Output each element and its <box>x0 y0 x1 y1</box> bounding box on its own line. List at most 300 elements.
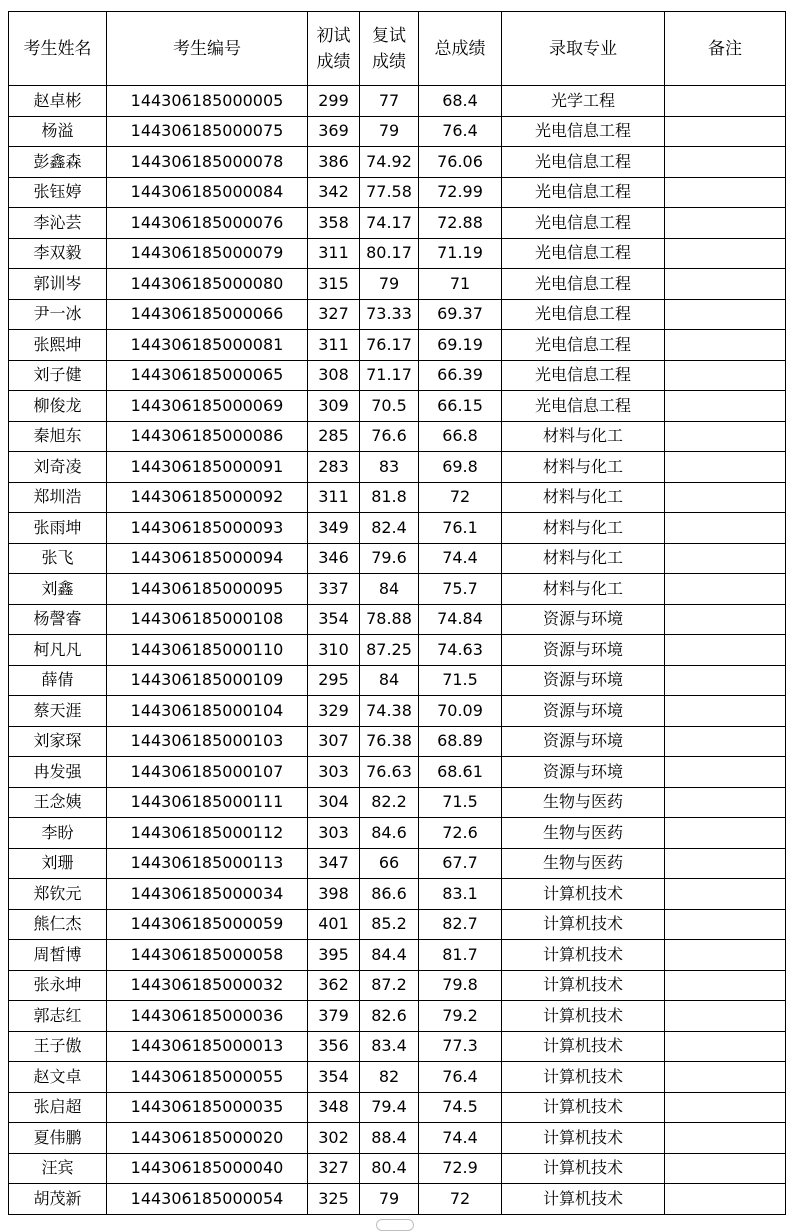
cell-total-score: 82.7 <box>419 909 502 940</box>
cell-total-score: 79.8 <box>419 970 502 1001</box>
cell-prelim-score: 327 <box>308 299 360 330</box>
cell-remark <box>665 543 786 574</box>
cell-major: 光电信息工程 <box>502 330 665 361</box>
cell-major: 光电信息工程 <box>502 391 665 422</box>
cell-major: 计算机技术 <box>502 1153 665 1184</box>
cell-major: 光电信息工程 <box>502 269 665 300</box>
cell-total-score: 74.63 <box>419 635 502 666</box>
cell-retest-score: 76.17 <box>360 330 419 361</box>
cell-candidate-id: 144306185000111 <box>107 787 308 818</box>
cell-major: 计算机技术 <box>502 940 665 971</box>
cell-candidate-id: 144306185000108 <box>107 604 308 635</box>
header-prelim-line2: 成绩 <box>316 51 351 72</box>
cell-remark <box>665 665 786 696</box>
table-row <box>9 1031 786 1062</box>
cell-name: 张钰婷 <box>9 177 107 208</box>
table-row <box>9 147 786 178</box>
cell-candidate-id: 144306185000081 <box>107 330 308 361</box>
cell-remark <box>665 421 786 452</box>
cell-name: 冉发强 <box>9 757 107 788</box>
cell-total-score: 68.4 <box>419 86 502 117</box>
cell-retest-score: 74.38 <box>360 696 419 727</box>
cell-major: 材料与化工 <box>502 513 665 544</box>
cell-remark <box>665 757 786 788</box>
cell-candidate-id: 144306185000066 <box>107 299 308 330</box>
cell-retest-score: 66 <box>360 848 419 879</box>
cell-candidate-id: 144306185000093 <box>107 513 308 544</box>
cell-major: 光电信息工程 <box>502 299 665 330</box>
cell-candidate-id: 144306185000040 <box>107 1153 308 1184</box>
cell-retest-score: 74.92 <box>360 147 419 178</box>
cell-major: 计算机技术 <box>502 1092 665 1123</box>
cell-retest-score: 82.4 <box>360 513 419 544</box>
cell-prelim-score: 398 <box>308 879 360 910</box>
cell-total-score: 83.1 <box>419 879 502 910</box>
cell-prelim-score: 379 <box>308 1001 360 1032</box>
cell-candidate-id: 144306185000084 <box>107 177 308 208</box>
cell-major: 光电信息工程 <box>502 238 665 269</box>
cell-major: 生物与医药 <box>502 848 665 879</box>
cell-total-score: 72.99 <box>419 177 502 208</box>
cell-total-score: 74.4 <box>419 543 502 574</box>
cell-retest-score: 88.4 <box>360 1123 419 1154</box>
cell-retest-score: 79 <box>360 1184 419 1215</box>
cell-remark <box>665 635 786 666</box>
cell-candidate-id: 144306185000079 <box>107 238 308 269</box>
cell-total-score: 67.7 <box>419 848 502 879</box>
cell-major: 光电信息工程 <box>502 147 665 178</box>
cell-candidate-id: 144306185000095 <box>107 574 308 605</box>
cell-retest-score: 79 <box>360 116 419 147</box>
cell-candidate-id: 144306185000086 <box>107 421 308 452</box>
cell-prelim-score: 308 <box>308 360 360 391</box>
header-retest-line2: 成绩 <box>372 51 406 72</box>
cell-remark <box>665 452 786 483</box>
cell-prelim-score: 395 <box>308 940 360 971</box>
cell-retest-score: 76.6 <box>360 421 419 452</box>
cell-remark <box>665 909 786 940</box>
cell-total-score: 70.09 <box>419 696 502 727</box>
cell-name: 胡茂新 <box>9 1184 107 1215</box>
cell-candidate-id: 144306185000110 <box>107 635 308 666</box>
cell-major: 计算机技术 <box>502 970 665 1001</box>
cell-major: 资源与环境 <box>502 696 665 727</box>
cell-prelim-score: 311 <box>308 330 360 361</box>
cell-remark <box>665 848 786 879</box>
cell-major: 材料与化工 <box>502 482 665 513</box>
cell-prelim-score: 349 <box>308 513 360 544</box>
cell-retest-score: 73.33 <box>360 299 419 330</box>
header-name: 考生姓名 <box>9 12 107 86</box>
cell-name: 李盼 <box>9 818 107 849</box>
cell-candidate-id: 144306185000005 <box>107 86 308 117</box>
table-row <box>9 360 786 391</box>
cell-remark <box>665 1031 786 1062</box>
cell-remark <box>665 1001 786 1032</box>
cell-retest-score: 80.4 <box>360 1153 419 1184</box>
cell-major: 材料与化工 <box>502 543 665 574</box>
cell-remark <box>665 269 786 300</box>
cell-retest-score: 76.38 <box>360 726 419 757</box>
table-header <box>9 12 786 86</box>
cell-name: 夏伟鹏 <box>9 1123 107 1154</box>
cell-candidate-id: 144306185000091 <box>107 452 308 483</box>
cell-remark <box>665 1153 786 1184</box>
table-row <box>9 1062 786 1093</box>
cell-candidate-id: 144306185000076 <box>107 208 308 239</box>
cell-remark <box>665 360 786 391</box>
cell-total-score: 69.8 <box>419 452 502 483</box>
cell-prelim-score: 347 <box>308 848 360 879</box>
cell-total-score: 77.3 <box>419 1031 502 1062</box>
table-row <box>9 452 786 483</box>
cell-name: 张飞 <box>9 543 107 574</box>
cell-retest-score: 77.58 <box>360 177 419 208</box>
cell-retest-score: 80.17 <box>360 238 419 269</box>
cell-major: 计算机技术 <box>502 1062 665 1093</box>
cell-major: 计算机技术 <box>502 909 665 940</box>
cell-retest-score: 79.4 <box>360 1092 419 1123</box>
cell-candidate-id: 144306185000078 <box>107 147 308 178</box>
table-row <box>9 818 786 849</box>
cell-candidate-id: 144306185000035 <box>107 1092 308 1123</box>
cell-prelim-score: 299 <box>308 86 360 117</box>
cell-total-score: 71.5 <box>419 665 502 696</box>
cell-prelim-score: 309 <box>308 391 360 422</box>
cell-name: 刘子健 <box>9 360 107 391</box>
cell-total-score: 76.1 <box>419 513 502 544</box>
cell-total-score: 74.4 <box>419 1123 502 1154</box>
cell-retest-score: 85.2 <box>360 909 419 940</box>
cell-retest-score: 83.4 <box>360 1031 419 1062</box>
cell-retest-score: 81.8 <box>360 482 419 513</box>
header-prelim-line1: 初试 <box>316 25 351 46</box>
cell-remark <box>665 879 786 910</box>
cell-name: 彭鑫森 <box>9 147 107 178</box>
cell-major: 光电信息工程 <box>502 116 665 147</box>
cell-name: 郭训岑 <box>9 269 107 300</box>
cell-total-score: 71.5 <box>419 787 502 818</box>
cell-remark <box>665 86 786 117</box>
cell-remark <box>665 482 786 513</box>
cell-name: 周皙博 <box>9 940 107 971</box>
cell-prelim-score: 401 <box>308 909 360 940</box>
cell-total-score: 66.8 <box>419 421 502 452</box>
header-row <box>9 12 786 86</box>
cell-name: 张启超 <box>9 1092 107 1123</box>
cell-candidate-id: 144306185000112 <box>107 818 308 849</box>
header-total-score: 总成绩 <box>419 12 502 86</box>
cell-prelim-score: 327 <box>308 1153 360 1184</box>
cell-candidate-id: 144306185000080 <box>107 269 308 300</box>
cell-retest-score: 82 <box>360 1062 419 1093</box>
cell-remark <box>665 147 786 178</box>
table-row <box>9 238 786 269</box>
table-row <box>9 299 786 330</box>
cell-prelim-score: 369 <box>308 116 360 147</box>
cell-major: 资源与环境 <box>502 757 665 788</box>
cell-total-score: 72.88 <box>419 208 502 239</box>
table-row <box>9 757 786 788</box>
cell-remark <box>665 818 786 849</box>
cell-major: 光电信息工程 <box>502 177 665 208</box>
cell-major: 材料与化工 <box>502 574 665 605</box>
cell-total-score: 81.7 <box>419 940 502 971</box>
cell-major: 生物与医药 <box>502 787 665 818</box>
cell-name: 尹一冰 <box>9 299 107 330</box>
cell-name: 刘奇凌 <box>9 452 107 483</box>
cell-candidate-id: 144306185000103 <box>107 726 308 757</box>
cell-total-score: 74.5 <box>419 1092 502 1123</box>
cell-major: 计算机技术 <box>502 1184 665 1215</box>
cell-candidate-id: 144306185000107 <box>107 757 308 788</box>
cell-remark <box>665 391 786 422</box>
admission-table <box>8 11 786 1215</box>
table-row <box>9 604 786 635</box>
cell-major: 光电信息工程 <box>502 360 665 391</box>
cell-prelim-score: 303 <box>308 818 360 849</box>
cell-total-score: 76.06 <box>419 147 502 178</box>
table-row <box>9 1092 786 1123</box>
cell-prelim-score: 285 <box>308 421 360 452</box>
cell-name: 刘家琛 <box>9 726 107 757</box>
cell-prelim-score: 307 <box>308 726 360 757</box>
table-row <box>9 177 786 208</box>
table-row <box>9 848 786 879</box>
scroll-handle[interactable] <box>376 1219 414 1231</box>
header-retest-line1: 复试 <box>372 25 406 46</box>
cell-prelim-score: 356 <box>308 1031 360 1062</box>
cell-retest-score: 78.88 <box>360 604 419 635</box>
cell-total-score: 69.37 <box>419 299 502 330</box>
cell-name: 张熙坤 <box>9 330 107 361</box>
cell-candidate-id: 144306185000075 <box>107 116 308 147</box>
cell-total-score: 72.6 <box>419 818 502 849</box>
cell-remark <box>665 299 786 330</box>
cell-prelim-score: 329 <box>308 696 360 727</box>
cell-major: 计算机技术 <box>502 1123 665 1154</box>
cell-prelim-score: 311 <box>308 238 360 269</box>
cell-retest-score: 83 <box>360 452 419 483</box>
cell-retest-score: 79.6 <box>360 543 419 574</box>
cell-name: 李双毅 <box>9 238 107 269</box>
cell-total-score: 68.61 <box>419 757 502 788</box>
cell-retest-score: 84 <box>360 665 419 696</box>
table-row <box>9 1153 786 1184</box>
header-remark: 备注 <box>665 12 786 86</box>
cell-prelim-score: 303 <box>308 757 360 788</box>
table-row <box>9 543 786 574</box>
cell-total-score: 69.19 <box>419 330 502 361</box>
table-row <box>9 1184 786 1215</box>
cell-total-score: 72 <box>419 1184 502 1215</box>
cell-total-score: 79.2 <box>419 1001 502 1032</box>
table-row <box>9 787 786 818</box>
cell-remark <box>665 208 786 239</box>
cell-remark <box>665 177 786 208</box>
table-row <box>9 513 786 544</box>
cell-total-score: 72.9 <box>419 1153 502 1184</box>
cell-remark <box>665 940 786 971</box>
table-row <box>9 1001 786 1032</box>
cell-remark <box>665 787 786 818</box>
cell-total-score: 75.7 <box>419 574 502 605</box>
cell-prelim-score: 358 <box>308 208 360 239</box>
cell-candidate-id: 144306185000109 <box>107 665 308 696</box>
cell-candidate-id: 144306185000032 <box>107 970 308 1001</box>
cell-prelim-score: 283 <box>308 452 360 483</box>
cell-retest-score: 77 <box>360 86 419 117</box>
cell-major: 资源与环境 <box>502 604 665 635</box>
cell-retest-score: 86.6 <box>360 879 419 910</box>
cell-name: 薛倩 <box>9 665 107 696</box>
cell-name: 汪宾 <box>9 1153 107 1184</box>
cell-prelim-score: 310 <box>308 635 360 666</box>
cell-remark <box>665 1184 786 1215</box>
cell-name: 张永坤 <box>9 970 107 1001</box>
cell-name: 王子傲 <box>9 1031 107 1062</box>
cell-major: 资源与环境 <box>502 665 665 696</box>
cell-candidate-id: 144306185000104 <box>107 696 308 727</box>
cell-name: 郑圳浩 <box>9 482 107 513</box>
cell-retest-score: 71.17 <box>360 360 419 391</box>
cell-candidate-id: 144306185000058 <box>107 940 308 971</box>
table-row <box>9 635 786 666</box>
cell-remark <box>665 696 786 727</box>
cell-major: 计算机技术 <box>502 1031 665 1062</box>
cell-total-score: 66.39 <box>419 360 502 391</box>
cell-total-score: 74.84 <box>419 604 502 635</box>
cell-retest-score: 87.25 <box>360 635 419 666</box>
cell-candidate-id: 144306185000059 <box>107 909 308 940</box>
cell-major: 资源与环境 <box>502 635 665 666</box>
cell-total-score: 76.4 <box>419 1062 502 1093</box>
cell-name: 熊仁杰 <box>9 909 107 940</box>
cell-candidate-id: 144306185000069 <box>107 391 308 422</box>
cell-name: 秦旭东 <box>9 421 107 452</box>
cell-retest-score: 87.2 <box>360 970 419 1001</box>
cell-remark <box>665 1062 786 1093</box>
cell-remark <box>665 513 786 544</box>
cell-remark <box>665 1123 786 1154</box>
cell-prelim-score: 337 <box>308 574 360 605</box>
cell-name: 柳俊龙 <box>9 391 107 422</box>
cell-retest-score: 76.63 <box>360 757 419 788</box>
table-row <box>9 574 786 605</box>
table-row <box>9 421 786 452</box>
cell-major: 材料与化工 <box>502 421 665 452</box>
table-row <box>9 665 786 696</box>
cell-total-score: 71 <box>419 269 502 300</box>
cell-remark <box>665 726 786 757</box>
cell-name: 李沁芸 <box>9 208 107 239</box>
cell-name: 赵文卓 <box>9 1062 107 1093</box>
table-row <box>9 208 786 239</box>
table-row <box>9 86 786 117</box>
cell-total-score: 72 <box>419 482 502 513</box>
cell-total-score: 66.15 <box>419 391 502 422</box>
table-row <box>9 970 786 1001</box>
cell-name: 张雨坤 <box>9 513 107 544</box>
header-retest-score <box>360 12 419 86</box>
cell-prelim-score: 354 <box>308 1062 360 1093</box>
cell-prelim-score: 311 <box>308 482 360 513</box>
cell-remark <box>665 330 786 361</box>
table-row <box>9 330 786 361</box>
cell-prelim-score: 346 <box>308 543 360 574</box>
cell-candidate-id: 144306185000034 <box>107 879 308 910</box>
cell-candidate-id: 144306185000054 <box>107 1184 308 1215</box>
cell-candidate-id: 144306185000055 <box>107 1062 308 1093</box>
cell-candidate-id: 144306185000020 <box>107 1123 308 1154</box>
cell-total-score: 68.89 <box>419 726 502 757</box>
cell-name: 郭志红 <box>9 1001 107 1032</box>
cell-name: 柯凡凡 <box>9 635 107 666</box>
cell-name: 蔡天涯 <box>9 696 107 727</box>
cell-prelim-score: 302 <box>308 1123 360 1154</box>
table-row <box>9 269 786 300</box>
table-row <box>9 909 786 940</box>
cell-candidate-id: 144306185000092 <box>107 482 308 513</box>
cell-major: 资源与环境 <box>502 726 665 757</box>
cell-total-score: 76.4 <box>419 116 502 147</box>
table-row <box>9 1123 786 1154</box>
cell-remark <box>665 574 786 605</box>
cell-remark <box>665 604 786 635</box>
header-prelim-score <box>308 12 360 86</box>
cell-retest-score: 74.17 <box>360 208 419 239</box>
cell-remark <box>665 238 786 269</box>
table-row <box>9 940 786 971</box>
cell-major: 生物与医药 <box>502 818 665 849</box>
cell-retest-score: 82.6 <box>360 1001 419 1032</box>
cell-prelim-score: 386 <box>308 147 360 178</box>
table-row <box>9 391 786 422</box>
cell-prelim-score: 348 <box>308 1092 360 1123</box>
cell-remark <box>665 970 786 1001</box>
cell-candidate-id: 144306185000094 <box>107 543 308 574</box>
cell-candidate-id: 144306185000065 <box>107 360 308 391</box>
table-body <box>9 86 786 1215</box>
cell-name: 杨謦睿 <box>9 604 107 635</box>
cell-candidate-id: 144306185000036 <box>107 1001 308 1032</box>
cell-total-score: 71.19 <box>419 238 502 269</box>
cell-retest-score: 84.6 <box>360 818 419 849</box>
cell-retest-score: 70.5 <box>360 391 419 422</box>
cell-retest-score: 84 <box>360 574 419 605</box>
cell-prelim-score: 354 <box>308 604 360 635</box>
cell-major: 光学工程 <box>502 86 665 117</box>
cell-major: 计算机技术 <box>502 879 665 910</box>
cell-name: 郑钦元 <box>9 879 107 910</box>
cell-major: 材料与化工 <box>502 452 665 483</box>
cell-prelim-score: 295 <box>308 665 360 696</box>
table-row <box>9 879 786 910</box>
cell-prelim-score: 342 <box>308 177 360 208</box>
cell-name: 王念姨 <box>9 787 107 818</box>
cell-prelim-score: 325 <box>308 1184 360 1215</box>
cell-name: 刘珊 <box>9 848 107 879</box>
header-major: 录取专业 <box>502 12 665 86</box>
table-row <box>9 726 786 757</box>
table-row <box>9 482 786 513</box>
cell-major: 计算机技术 <box>502 1001 665 1032</box>
cell-prelim-score: 362 <box>308 970 360 1001</box>
table-row <box>9 116 786 147</box>
cell-name: 杨溢 <box>9 116 107 147</box>
cell-prelim-score: 304 <box>308 787 360 818</box>
cell-candidate-id: 144306185000013 <box>107 1031 308 1062</box>
